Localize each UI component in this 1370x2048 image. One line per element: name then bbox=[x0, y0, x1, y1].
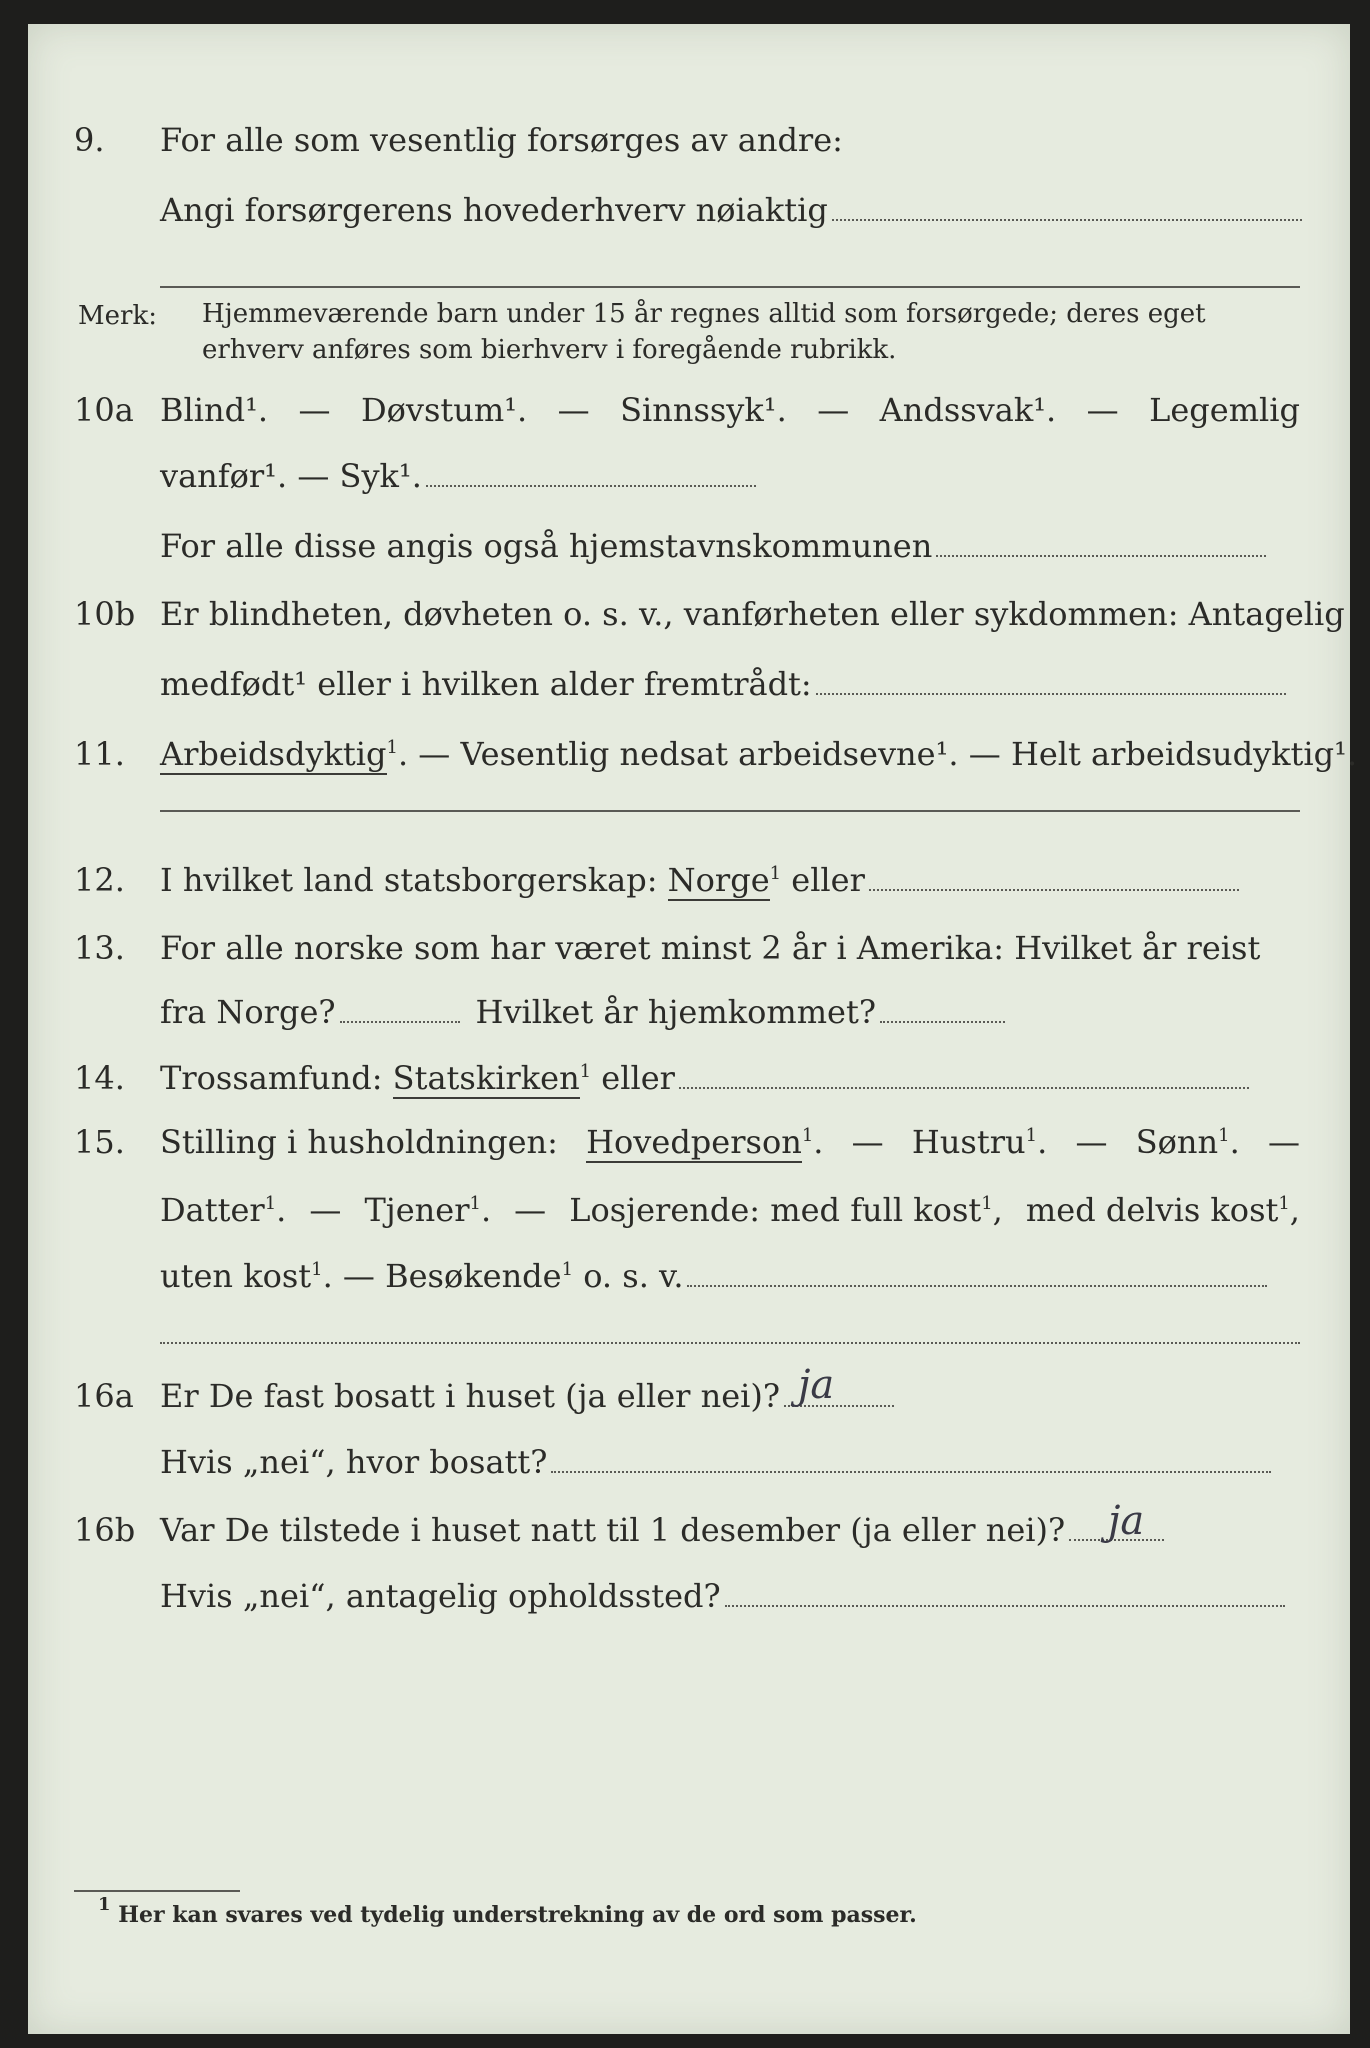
handwritten-answer[interactable]: ja bbox=[1108, 1498, 1145, 1544]
option-legemlig: Legemlig bbox=[1149, 391, 1300, 429]
question-text: Er blindheten, døvheten o. s. v., vanførheten eller sykdommen: Antagelig bbox=[160, 595, 1345, 633]
option-hovedperson-underlined[interactable]: Hovedperson bbox=[586, 1123, 802, 1161]
question-number: 16a bbox=[74, 1377, 134, 1415]
footnote: $^1$ Her kan svares ved tydelig understrekning av de ord som passer. bbox=[98, 1894, 917, 1928]
question-number: 11. bbox=[74, 735, 125, 773]
question-number: 15. bbox=[74, 1123, 125, 1161]
question-text: Blind¹. — Døvstum¹. — Sinnssyk¹. — Andssvak¹. — Legemlig bbox=[160, 391, 1300, 429]
handwritten-answer[interactable]: ja bbox=[798, 1362, 835, 1408]
answer-line[interactable] bbox=[160, 286, 1300, 288]
question-number: 14. bbox=[74, 1059, 125, 1097]
question-number: 12. bbox=[74, 861, 125, 899]
question-text: For alle som vesentlig forsørges av andre: bbox=[160, 121, 843, 159]
answer-line[interactable] bbox=[160, 810, 1300, 812]
answer-line[interactable] bbox=[160, 1342, 1300, 1344]
option-andssvak: Andssvak¹. bbox=[879, 391, 1057, 429]
option-norge-underlined[interactable]: Norge bbox=[667, 861, 770, 899]
footnote-rule bbox=[74, 1890, 240, 1892]
option-sinnssyk: Sinnssyk¹. bbox=[620, 391, 787, 429]
option-statskirken-underlined[interactable]: Statskirken bbox=[392, 1059, 580, 1097]
option-blind: Blind¹. bbox=[160, 391, 269, 429]
question-number: 9. bbox=[74, 121, 105, 159]
question-number: 10a bbox=[74, 391, 134, 429]
question-number: 13. bbox=[74, 929, 125, 967]
question-number: 16b bbox=[74, 1511, 136, 1549]
note-label: Merk: bbox=[78, 301, 157, 331]
note-text: Hjemmeværende barn under 15 år regnes alltid som forsørgede; deres eget erhverv anføres som bierhverv i foregående rubrikk. bbox=[202, 299, 1206, 365]
option-arbeidsdyktig-underlined[interactable]: Arbeidsdyktig bbox=[160, 735, 387, 773]
question-text: Angi forsørgerens hovederhverv nøiaktig bbox=[160, 190, 1300, 230]
option-dovstum: Døvstum¹. bbox=[360, 391, 528, 429]
question-number: 10b bbox=[74, 595, 136, 633]
census-form-page: 9. For alle som vesentlig forsørges av andre: Angi forsørgerens hovederhverv nøiaktig Merk: Hjemmeværende barn under 15 år regnes alltid som forsørgede; deres eget erhverv anføres som bierhverv i foregående rubrikk. 10a Blind¹. — Døvstum¹. — Sinnssyk¹. — Andssvak¹. — Legemlig vanfør¹. — Syk¹. For alle disse angis også hjemstavnskommunen 10b Er blindheten, døvheten o. s. v., vanførheten eller sykdommen: Antagelig medfødt¹ eller i hvilken alder fremtrådt: 11. Arbeidsdyktig$^1$. — Vesentlig nedsat arbeidsevne¹. — Helt arbeidsudyktig¹. 12. I hvilket land statsborgerskap: Norge$^1$ eller 13. For alle norske som har været minst 2 år i Amerika: Hvilket år reist fra Norge? Hvilket år hjemkommet? 14. Trossamfund: Statskirken$^1$ eller 15. Stilling i husholdningen: Hovedperson$^1$. — Hustru$^1$. — Sønn$^1$. — Datter$^1$. — Tjener$^1$. — Losjerende: med full kost$^1$, med delvis kost$^1$, uten kost$^1$. — Besøkende$^1$ o. s. v. 16a Er De fast bosatt i huset (ja eller nei)? ja Hvis „nei“, hvor bosatt? 16b Var De tilstede i huset natt til 1 desember (ja eller nei)? ja Hvis „nei“, antagelig opholdssted? $^1$ Her kan svares ved tydelig understrekning av de ord som passer. bbox=[28, 24, 1350, 2034]
question-text: For alle norske som har været minst 2 år i Amerika: Hvilket år reist bbox=[160, 929, 1261, 967]
